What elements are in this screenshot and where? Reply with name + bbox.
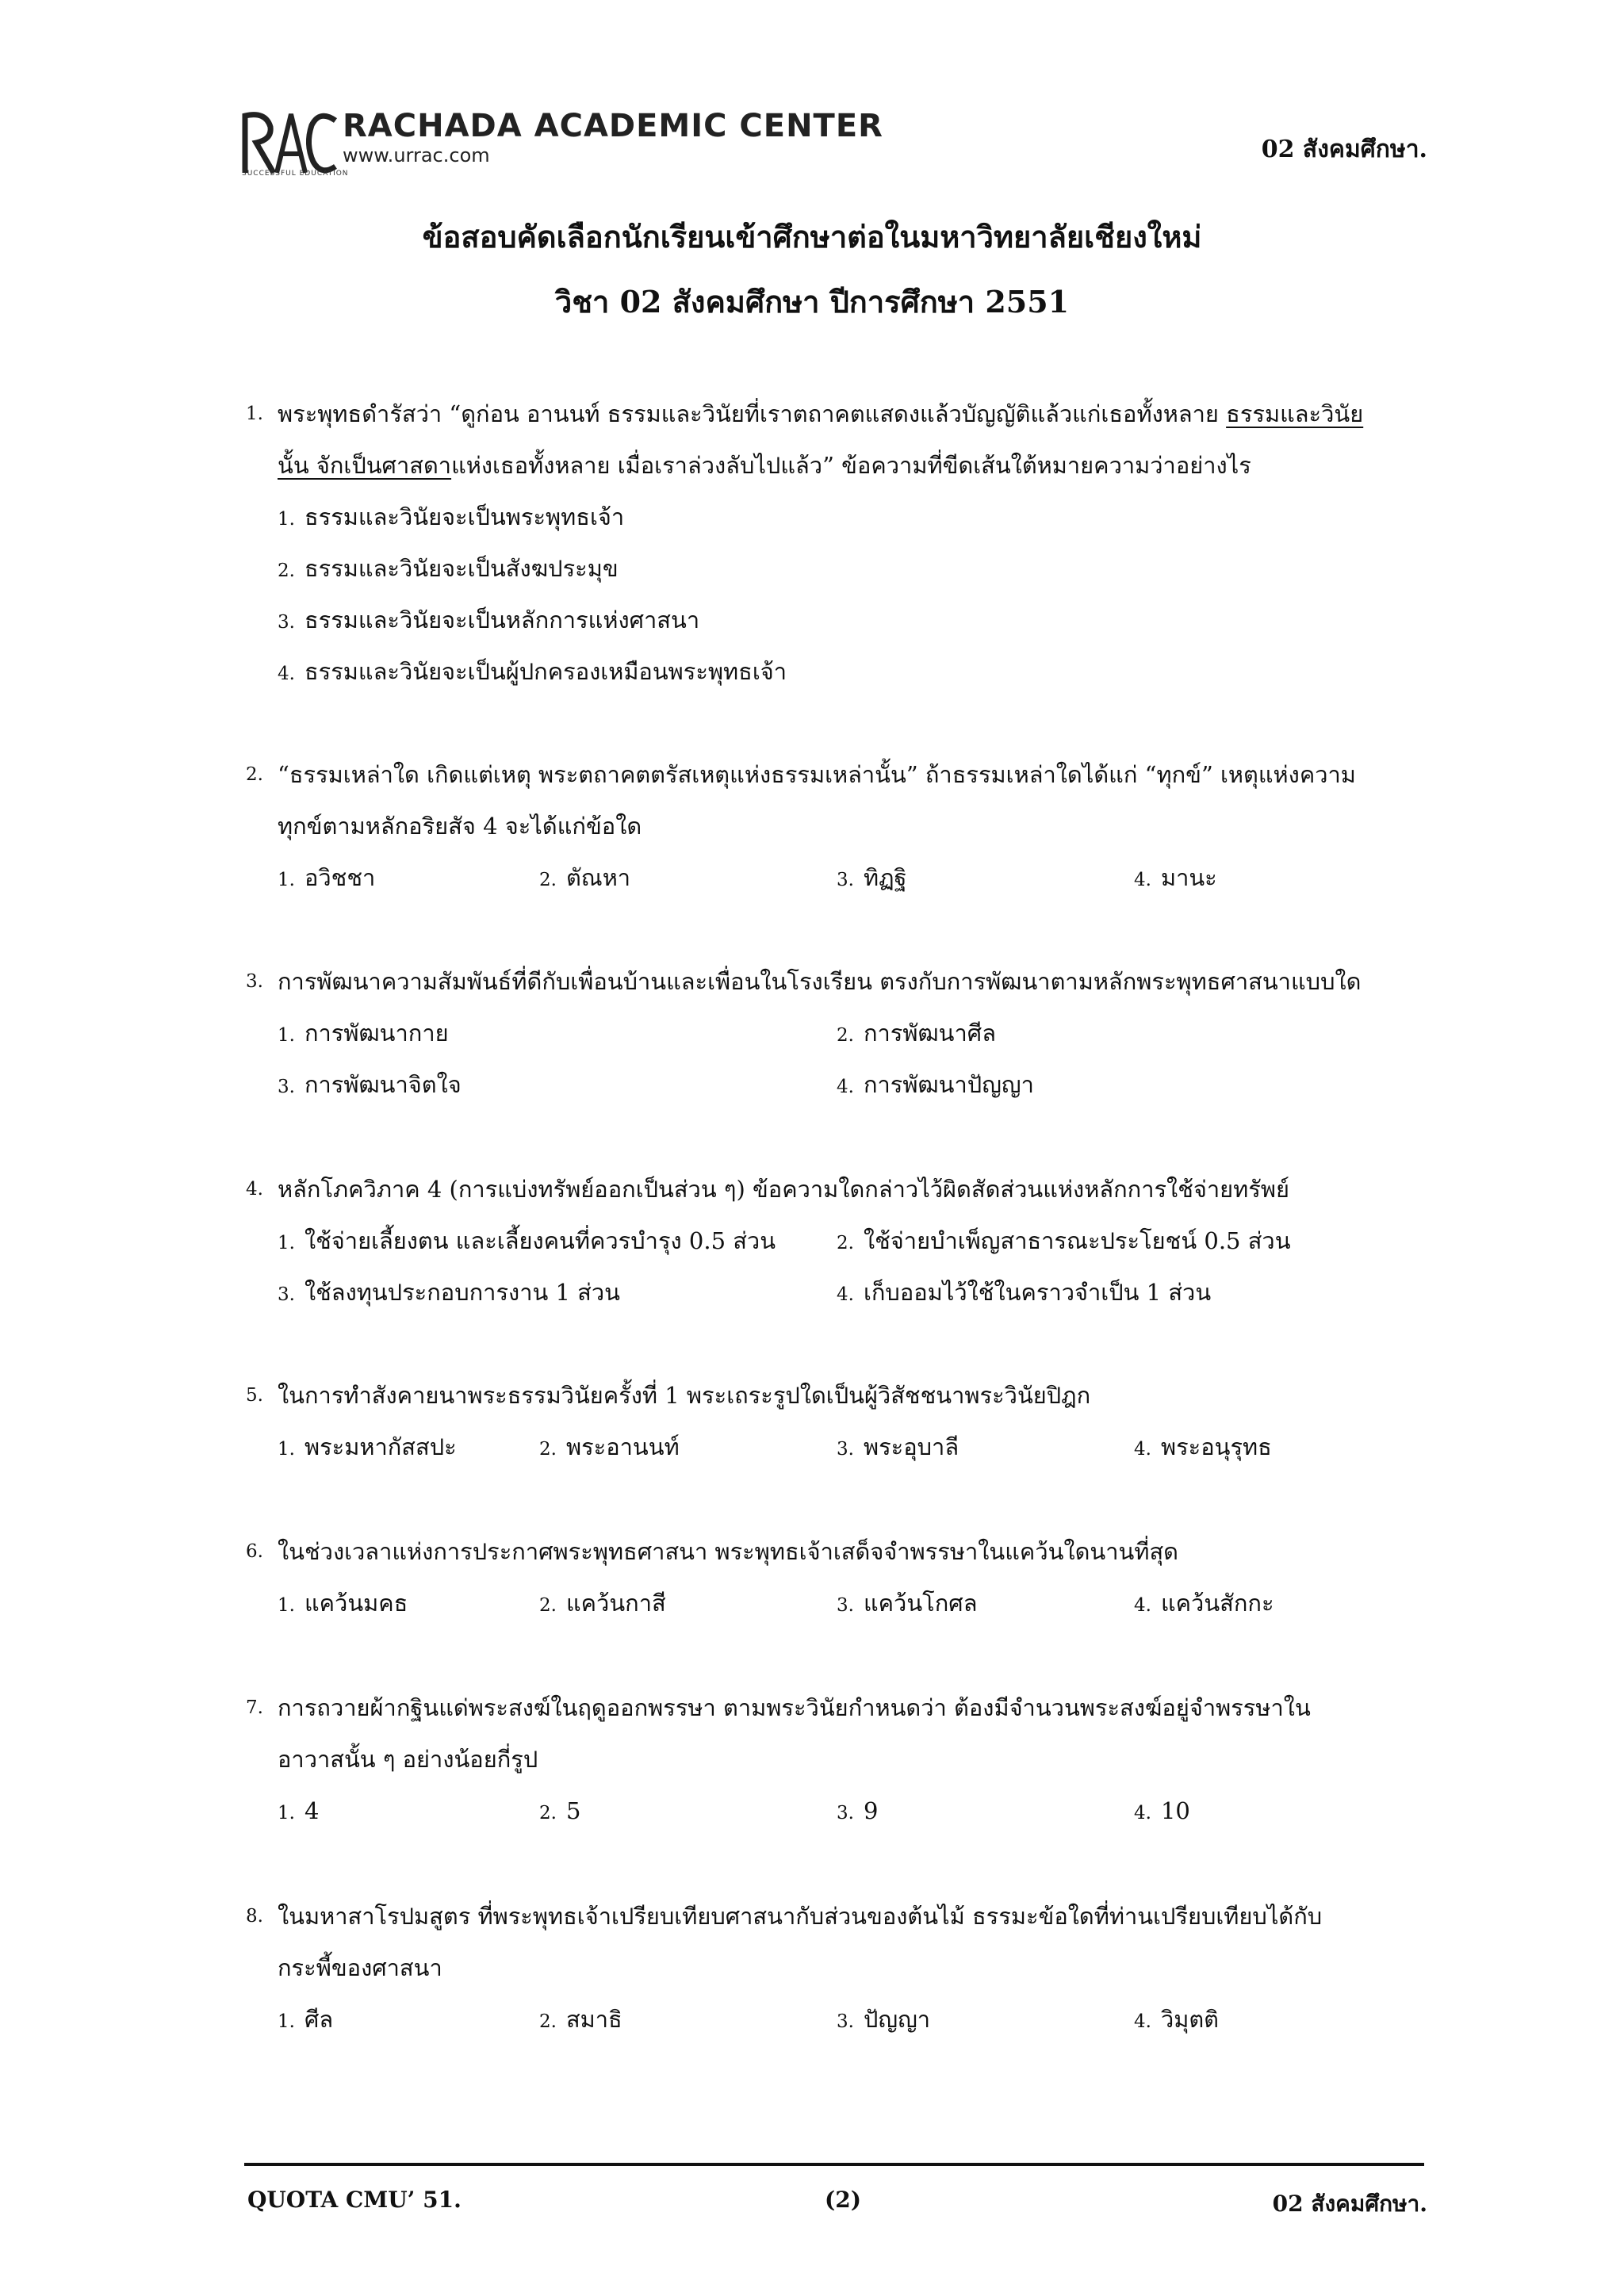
question-number: 3. [246, 971, 263, 992]
question-text: กระพี้ของศาสนา [278, 1954, 442, 1981]
page-number: (2) [825, 2187, 861, 2213]
question-4 [246, 1164, 1435, 1318]
question-number: 5. [246, 1385, 263, 1406]
header-subject: 02 สังคมศึกษา. [1261, 136, 1427, 163]
question-number: 2. [246, 764, 263, 785]
question-text: แห่งเธอทั้งหลาย เมื่อเราล่วงลับไปแล้ว” ข้อความที่ขีดเส้นใต้หมายความว่าอย่างไร [451, 452, 1251, 479]
answer-option[interactable]: 2. ตัณหา [539, 864, 631, 891]
question-number: 1. [246, 404, 263, 424]
question-text: หลักโภควิภาค 4 (การแบ่งทรัพย์ออกเป็นส่วน ๆ) ข้อความใดกล่าวไว้ผิดสัดส่วนแห่งหลักการใช้จ่ายทรัพย์ [278, 1176, 1289, 1203]
brand-tagline: SUCCESSFUL EDUCATION [242, 170, 349, 178]
answer-option[interactable]: 2. ใช้จ่ายบำเพ็ญสาธารณะประโยชน์ 0.5 ส่วน [837, 1227, 1291, 1254]
answer-option[interactable]: 3. ธรรมและวินัยจะเป็นหลักการแห่งศาสนา [278, 607, 700, 633]
question-7 [246, 1682, 1435, 1837]
answer-option[interactable]: 3. ใช้ลงทุนประกอบการงาน 1 ส่วน [278, 1279, 620, 1306]
answer-option[interactable]: 3. ปัญญา [837, 2006, 931, 2033]
question-text: “ธรรมเหล่าใด เกิดแต่เหตุ พระตถาคตตรัสเหตุแห่งธรรมเหล่านั้น” ถ้าธรรมเหล่าใดได้แก่ “ทุกข์” เหตุแห่งความ [278, 761, 1356, 788]
question-8 [246, 1891, 1435, 2045]
question-text: ในมหาสาโรปมสูตร ที่พระพุทธเจ้าเปรียบเทียบศาสนากับส่วนของต้นไม้ ธรรมะข้อใดที่ท่านเปรียบเทียบได้กับ [278, 1903, 1323, 1930]
exam-title: ข้อสอบคัดเลือกนักเรียนเข้าศึกษาต่อในมหาวิทยาลัยเชียงใหม่ [422, 219, 1202, 254]
underlined-text: นั้น จักเป็นศาสดา [278, 452, 452, 479]
question-text: การถวายผ้ากฐินแด่พระสงฆ์ในฤดูออกพรรษา ตามพระวินัยกำหนดว่า ต้องมีจำนวนพระสงฆ์อยู่จำพรรษาใน [278, 1694, 1311, 1721]
rac-logo-icon [242, 109, 339, 178]
question-number: 6. [246, 1541, 263, 1562]
answer-option[interactable]: 2. พระอานนท์ [539, 1433, 680, 1460]
question-text: ในการทำสังคายนาพระธรรมวินัยครั้งที่ 1 พระเถระรูปใดเป็นผู้วิสัชชนาพระวินัยปิฎก [278, 1382, 1091, 1409]
question-text: อาวาสนั้น ๆ อย่างน้อยกี่รูป [278, 1746, 538, 1773]
answer-option[interactable]: 1. ใช้จ่ายเลี้ยงตน และเลี้ยงคนที่ควรบำรุง 0.5 ส่วน [278, 1227, 776, 1254]
question-text: ทุกข์ตามหลักอริยสัจ 4 จะได้แก่ข้อใด [278, 813, 642, 840]
answer-option[interactable]: 1. อวิชชา [278, 864, 376, 891]
footer-divider [244, 2163, 1424, 2166]
answer-option[interactable]: 3. 9 [837, 1797, 879, 1824]
answer-option[interactable]: 4. 10 [1134, 1797, 1190, 1824]
answer-option[interactable]: 1. 4 [278, 1797, 320, 1824]
question-text: ในช่วงเวลาแห่งการประกาศพระพุทธศาสนา พระพุทธเจ้าเสด็จจำพรรษาในแคว้นใดนานที่สุด [278, 1538, 1179, 1565]
answer-option[interactable]: 4. ธรรมและวินัยจะเป็นผู้ปกครองเหมือนพระพุทธเจ้า [278, 658, 787, 685]
answer-option[interactable]: 1. แคว้นมคธ [278, 1590, 408, 1617]
question-6 [246, 1526, 1435, 1629]
answer-option[interactable]: 3. แคว้นโกศล [837, 1590, 978, 1617]
question-1 [246, 388, 1435, 698]
answer-option[interactable]: 2. 5 [539, 1797, 581, 1824]
answer-option[interactable]: 1. การพัฒนากาย [278, 1020, 449, 1047]
answer-option[interactable]: 2. ธรรมและวินัยจะเป็นสังฆประมุข [278, 555, 619, 582]
underlined-text: ธรรมและวินัย [1226, 400, 1364, 427]
answer-option[interactable]: 1. ธรรมและวินัยจะเป็นพระพุทธเจ้า [278, 503, 625, 530]
answer-option[interactable]: 2. การพัฒนาศีล [837, 1020, 996, 1047]
footer-quota: QUOTA CMU’ 51. [247, 2187, 462, 2213]
answer-option[interactable]: 3. พระอุบาลี [837, 1433, 959, 1460]
answer-option[interactable]: 4. วิมุตติ [1134, 2006, 1220, 2033]
answer-option[interactable]: 4. พระอนุรุทธ [1134, 1433, 1272, 1460]
answer-option[interactable]: 3. การพัฒนาจิตใจ [278, 1071, 462, 1098]
question-number: 8. [246, 1906, 263, 1927]
exam-subtitle: วิชา 02 สังคมศึกษา ปีการศึกษา 2551 [554, 284, 1070, 320]
question-number: 4. [246, 1179, 263, 1200]
answer-option[interactable]: 2. แคว้นกาสี [539, 1590, 666, 1617]
question-5 [246, 1370, 1435, 1473]
answer-option[interactable]: 4. การพัฒนาปัญญา [837, 1071, 1034, 1098]
question-2 [246, 749, 1435, 904]
answer-option[interactable]: 4. มานะ [1134, 864, 1217, 891]
answer-option[interactable]: 3. ทิฏฐิ [837, 864, 907, 891]
question-number: 7. [246, 1697, 263, 1718]
question-3 [246, 956, 1435, 1111]
question-text: การพัฒนาความสัมพันธ์ที่ดีกับเพื่อนบ้านและเพื่อนในโรงเรียน ตรงกับการพัฒนาตามหลักพระพุทธศาสนาแบบใด [278, 968, 1362, 995]
question-text: พระพุทธดำรัสว่า “ดูก่อน อานนท์ ธรรมและวินัยที่เราตถาคตแสดงแล้วบัญญัติแล้วแก่เธอทั้งหลาย [278, 400, 1227, 427]
brand-url: www.urrac.com [343, 144, 490, 166]
answer-option[interactable]: 4. แคว้นสักกะ [1134, 1590, 1274, 1617]
answer-option[interactable]: 2. สมาธิ [539, 2006, 622, 2033]
answer-option[interactable]: 4. เก็บออมไว้ใช้ในคราวจำเป็น 1 ส่วน [837, 1279, 1212, 1306]
brand-name: RACHADA ACADEMIC CENTER [343, 108, 883, 144]
footer-subject: 02 สังคมศึกษา. [1272, 2191, 1427, 2217]
answer-option[interactable]: 1. ศีล [278, 2006, 334, 2033]
answer-option[interactable]: 1. พระมหากัสสปะ [278, 1433, 457, 1460]
